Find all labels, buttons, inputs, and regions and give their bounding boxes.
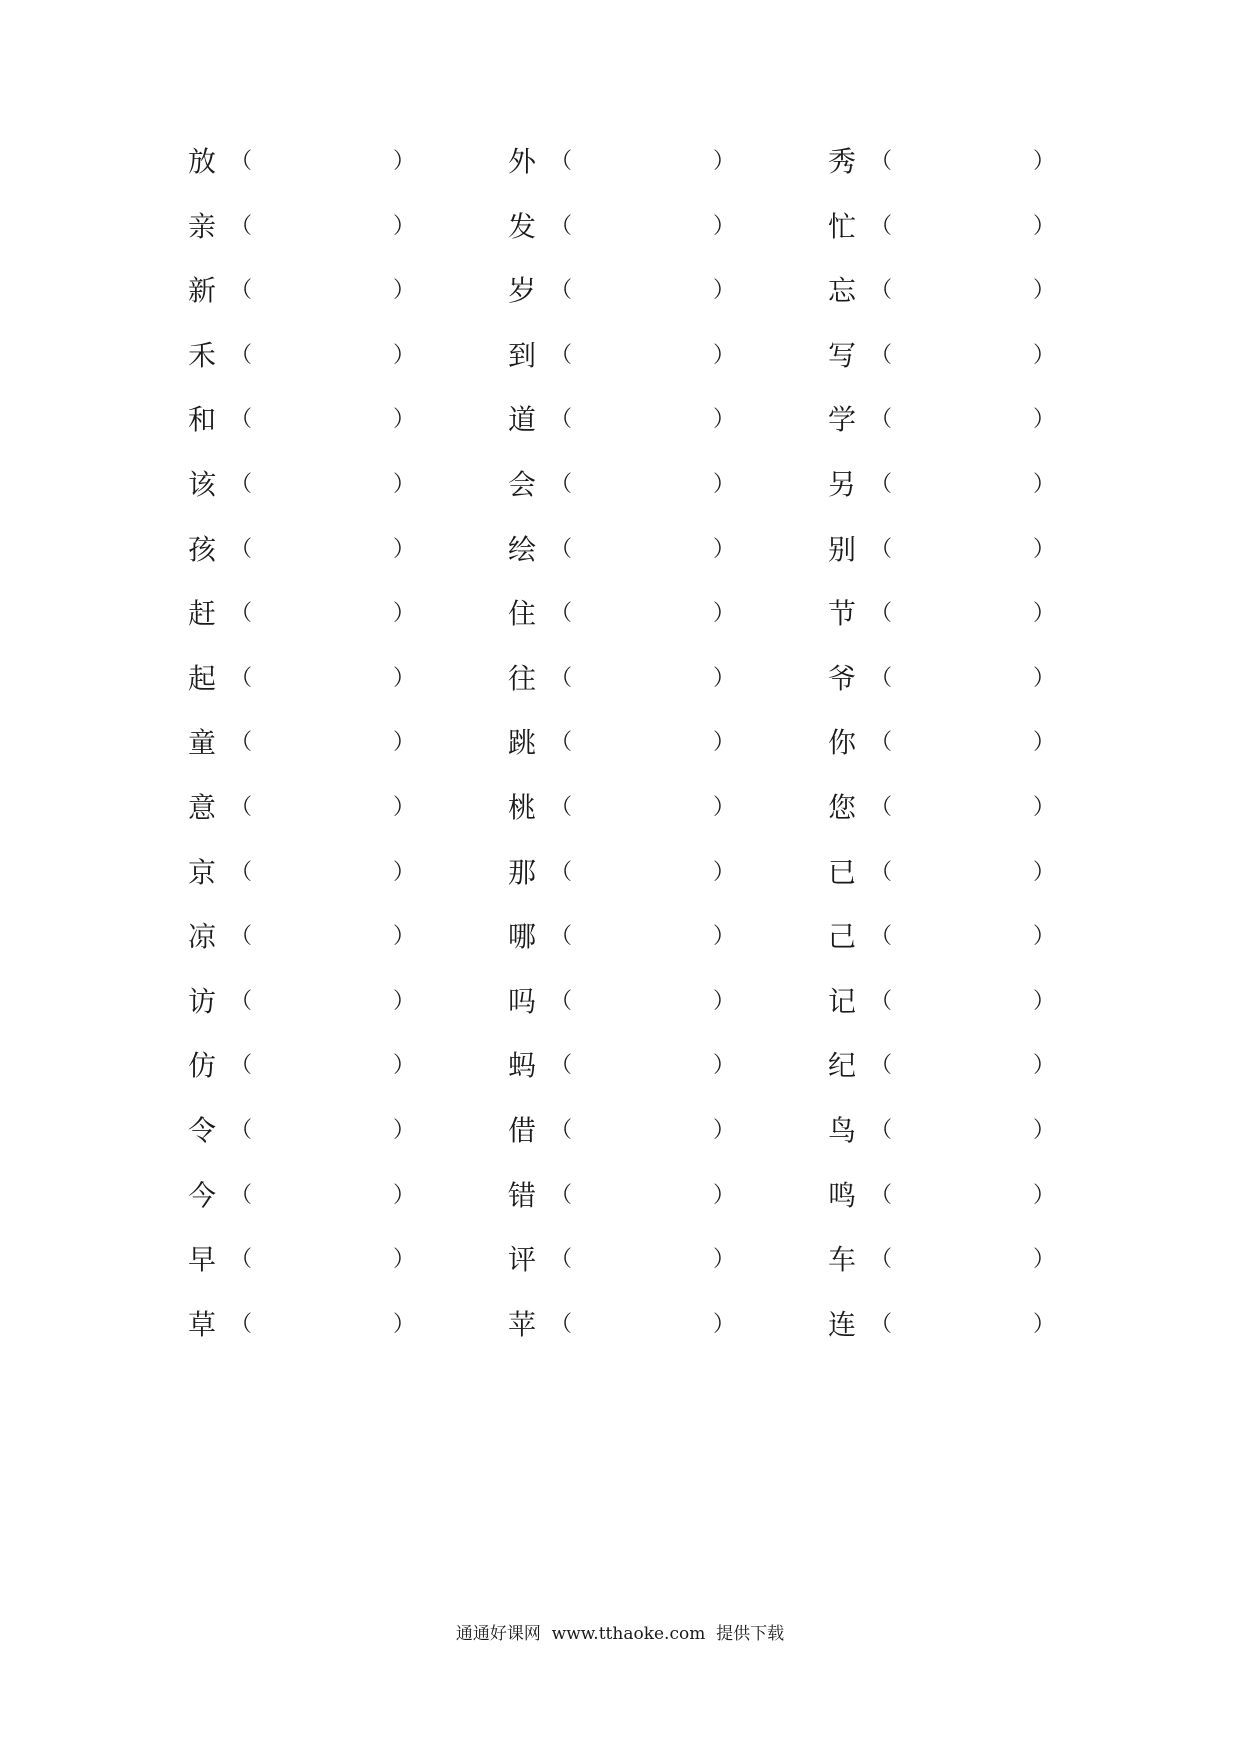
answer-blank[interactable]	[570, 536, 710, 564]
word-entry	[508, 1240, 748, 1280]
word-entry	[508, 465, 748, 505]
word-entry	[188, 853, 428, 893]
close-parenthesis: ）	[393, 536, 416, 562]
close-parenthesis: ）	[1033, 1118, 1056, 1143]
answer-blank[interactable]	[250, 406, 390, 434]
word-entry	[508, 1305, 748, 1345]
entry-character: 评	[508, 1243, 537, 1277]
close-parenthesis: ）	[1033, 924, 1056, 950]
close-parenthesis: ）	[1033, 472, 1056, 497]
answer-blank[interactable]	[890, 213, 1030, 241]
close-parenthesis: ）	[1033, 795, 1056, 820]
word-entry	[188, 659, 428, 699]
open-parenthesis: （	[870, 342, 893, 368]
entry-character: 凉	[188, 920, 217, 954]
word-entry	[828, 594, 1068, 634]
word-entry	[828, 659, 1068, 699]
answer-blank[interactable]	[570, 213, 710, 241]
answer-blank[interactable]	[250, 342, 390, 370]
close-parenthesis: ）	[1033, 988, 1056, 1014]
word-entry	[508, 594, 748, 634]
open-parenthesis: （	[550, 149, 573, 174]
open-parenthesis: （	[550, 213, 573, 239]
entry-character: 秀	[828, 145, 857, 178]
word-entry	[188, 1305, 428, 1345]
entry-character: 道	[508, 403, 537, 437]
word-entry	[828, 1111, 1068, 1151]
answer-blank[interactable]	[890, 471, 1030, 499]
answer-blank[interactable]	[890, 988, 1030, 1016]
entry-character: 苹	[508, 1307, 537, 1341]
open-parenthesis: （	[870, 1247, 893, 1273]
close-parenthesis: ）	[1033, 1247, 1056, 1273]
word-entry	[508, 142, 748, 182]
close-parenthesis: ）	[393, 730, 416, 756]
open-parenthesis: （	[230, 924, 253, 950]
answer-blank[interactable]	[890, 342, 1030, 370]
entry-character: 车	[828, 1243, 857, 1277]
entry-character: 你	[828, 726, 857, 760]
entry-character: 起	[188, 661, 217, 695]
open-parenthesis: （	[230, 1247, 253, 1273]
answer-blank[interactable]	[890, 665, 1030, 693]
close-parenthesis: ）	[1033, 1311, 1056, 1337]
word-entry	[828, 207, 1068, 247]
entry-character: 另	[828, 468, 857, 501]
answer-blank[interactable]	[890, 923, 1030, 951]
word-entry	[508, 659, 748, 699]
word-entry	[188, 1176, 428, 1216]
word-entry	[508, 853, 748, 893]
close-parenthesis: ）	[393, 924, 416, 950]
word-entry	[508, 982, 748, 1022]
answer-blank[interactable]	[890, 859, 1030, 887]
word-entry	[828, 1240, 1068, 1280]
close-parenthesis: ）	[393, 472, 416, 497]
open-parenthesis: （	[550, 1311, 573, 1337]
word-entry	[188, 1240, 428, 1280]
word-entry	[188, 1046, 428, 1086]
footer-credit: 通通好课网 www.tthaoke.com 提供下载	[455, 1624, 785, 1644]
close-parenthesis: ）	[713, 1118, 736, 1143]
word-entry	[828, 1046, 1068, 1086]
close-parenthesis: ）	[393, 988, 416, 1014]
word-entry	[828, 1305, 1068, 1345]
word-entry	[508, 788, 748, 828]
close-parenthesis: ）	[713, 472, 736, 497]
entry-character: 发	[508, 209, 537, 243]
open-parenthesis: （	[550, 601, 573, 627]
entry-character: 别	[828, 532, 857, 566]
entry-character: 禾	[188, 338, 217, 372]
open-parenthesis: （	[870, 1182, 893, 1208]
answer-blank[interactable]	[890, 600, 1030, 628]
close-parenthesis: ）	[1033, 342, 1056, 368]
word-entry	[828, 336, 1068, 376]
close-parenthesis: ）	[1033, 1053, 1056, 1079]
entry-character: 早	[188, 1243, 217, 1277]
entry-character: 写	[828, 338, 857, 372]
entry-character: 那	[508, 855, 537, 889]
answer-blank[interactable]	[570, 1311, 710, 1339]
open-parenthesis: （	[870, 1311, 893, 1337]
word-entry	[508, 207, 748, 247]
answer-blank[interactable]	[570, 923, 710, 951]
word-entry	[828, 271, 1068, 311]
open-parenthesis: （	[230, 859, 253, 885]
close-parenthesis: ）	[1033, 213, 1056, 239]
word-entry	[188, 207, 428, 247]
close-parenthesis: ）	[393, 149, 416, 174]
entry-character: 忙	[828, 209, 857, 243]
open-parenthesis: （	[870, 601, 893, 627]
word-entry	[828, 788, 1068, 828]
open-parenthesis: （	[550, 342, 573, 368]
entry-character: 京	[188, 855, 217, 889]
word-entry	[828, 917, 1068, 957]
answer-blank[interactable]	[250, 665, 390, 693]
close-parenthesis: ）	[1033, 730, 1056, 756]
answer-blank[interactable]	[250, 213, 390, 241]
open-parenthesis: （	[550, 472, 573, 497]
entry-character: 赶	[188, 597, 217, 631]
entry-character: 已	[828, 855, 857, 889]
open-parenthesis: （	[870, 1053, 893, 1079]
open-parenthesis: （	[230, 213, 253, 239]
open-parenthesis: （	[230, 472, 253, 497]
entry-character: 蚂	[508, 1049, 537, 1083]
open-parenthesis: （	[550, 795, 573, 820]
entry-character: 童	[188, 726, 217, 760]
answer-blank[interactable]	[250, 988, 390, 1016]
word-entry	[188, 594, 428, 634]
answer-blank[interactable]	[570, 1052, 710, 1080]
word-entry	[188, 788, 428, 828]
open-parenthesis: （	[230, 149, 253, 174]
entry-character: 和	[188, 403, 217, 437]
word-entry	[188, 1111, 428, 1151]
close-parenthesis: ）	[713, 665, 736, 691]
word-entry	[188, 723, 428, 763]
open-parenthesis: （	[550, 924, 573, 950]
open-parenthesis: （	[230, 342, 253, 368]
answer-blank[interactable]	[250, 1052, 390, 1080]
entry-character: 到	[508, 338, 537, 372]
close-parenthesis: ）	[393, 601, 416, 627]
answer-blank[interactable]	[570, 1182, 710, 1210]
open-parenthesis: （	[870, 988, 893, 1014]
open-parenthesis: （	[230, 536, 253, 562]
answer-blank[interactable]	[570, 1246, 710, 1274]
answer-blank[interactable]	[250, 536, 390, 564]
answer-blank[interactable]	[570, 665, 710, 693]
entry-character: 令	[188, 1114, 217, 1147]
entry-character: 放	[188, 145, 217, 178]
open-parenthesis: （	[550, 859, 573, 885]
entry-character: 孩	[188, 532, 217, 566]
entry-character: 该	[188, 468, 217, 501]
word-entry	[188, 465, 428, 505]
word-entry	[508, 271, 748, 311]
entry-character: 忘	[828, 274, 857, 308]
answer-blank[interactable]	[890, 148, 1030, 176]
open-parenthesis: （	[550, 1053, 573, 1079]
close-parenthesis: ）	[713, 924, 736, 950]
close-parenthesis: ）	[713, 795, 736, 820]
close-parenthesis: ）	[713, 342, 736, 368]
entry-character: 访	[188, 984, 217, 1018]
answer-blank[interactable]	[570, 729, 710, 757]
word-entry	[508, 400, 748, 440]
answer-blank[interactable]	[570, 794, 710, 822]
close-parenthesis: ）	[1033, 536, 1056, 562]
answer-blank[interactable]	[250, 923, 390, 951]
answer-blank[interactable]	[570, 277, 710, 305]
close-parenthesis: ）	[713, 213, 736, 239]
close-parenthesis: ）	[713, 859, 736, 885]
close-parenthesis: ）	[1033, 665, 1056, 691]
open-parenthesis: （	[550, 1247, 573, 1273]
entry-character: 错	[508, 1178, 537, 1212]
close-parenthesis: ）	[393, 1311, 416, 1337]
open-parenthesis: （	[550, 988, 573, 1014]
close-parenthesis: ）	[393, 665, 416, 691]
open-parenthesis: （	[870, 149, 893, 174]
close-parenthesis: ）	[713, 536, 736, 562]
word-entry	[508, 1176, 748, 1216]
answer-blank[interactable]	[890, 1052, 1030, 1080]
entry-character: 爷	[828, 661, 857, 695]
open-parenthesis: （	[870, 795, 893, 820]
entry-character: 节	[828, 597, 857, 631]
word-entry	[188, 982, 428, 1022]
close-parenthesis: ）	[393, 859, 416, 885]
open-parenthesis: （	[230, 601, 253, 627]
entry-character: 借	[508, 1114, 537, 1147]
open-parenthesis: （	[870, 1118, 893, 1143]
open-parenthesis: （	[230, 1182, 253, 1208]
entry-character: 新	[188, 274, 217, 308]
close-parenthesis: ）	[393, 342, 416, 368]
answer-blank[interactable]	[890, 1246, 1030, 1274]
close-parenthesis: ）	[713, 1247, 736, 1273]
answer-blank[interactable]	[570, 859, 710, 887]
entry-character: 今	[188, 1178, 217, 1212]
answer-blank[interactable]	[250, 1311, 390, 1339]
word-entry	[508, 1111, 748, 1151]
open-parenthesis: （	[870, 924, 893, 950]
answer-blank[interactable]	[250, 1117, 390, 1145]
word-entry	[188, 271, 428, 311]
close-parenthesis: ）	[1033, 407, 1056, 433]
word-entry	[828, 982, 1068, 1022]
open-parenthesis: （	[230, 1118, 253, 1143]
entry-character: 纪	[828, 1049, 857, 1083]
entry-character: 记	[828, 984, 857, 1018]
word-entry	[188, 336, 428, 376]
entry-character: 您	[828, 791, 857, 824]
close-parenthesis: ）	[713, 149, 736, 174]
close-parenthesis: ）	[1033, 1182, 1056, 1208]
entry-character: 住	[508, 597, 537, 631]
close-parenthesis: ）	[713, 601, 736, 627]
answer-blank[interactable]	[890, 1117, 1030, 1145]
answer-blank[interactable]	[570, 148, 710, 176]
close-parenthesis: ）	[393, 1247, 416, 1273]
close-parenthesis: ）	[393, 278, 416, 304]
word-entry	[508, 336, 748, 376]
answer-blank[interactable]	[570, 342, 710, 370]
open-parenthesis: （	[870, 859, 893, 885]
answer-blank[interactable]	[570, 471, 710, 499]
open-parenthesis: （	[230, 665, 253, 691]
answer-blank[interactable]	[250, 1182, 390, 1210]
close-parenthesis: ）	[1033, 278, 1056, 304]
answer-blank[interactable]	[250, 277, 390, 305]
answer-blank[interactable]	[890, 1311, 1030, 1339]
close-parenthesis: ）	[713, 1053, 736, 1079]
answer-blank[interactable]	[890, 1182, 1030, 1210]
entry-character: 绘	[508, 532, 537, 566]
open-parenthesis: （	[550, 1182, 573, 1208]
open-parenthesis: （	[550, 1118, 573, 1143]
answer-blank[interactable]	[570, 1117, 710, 1145]
entry-character: 哪	[508, 920, 537, 954]
open-parenthesis: （	[870, 278, 893, 304]
word-entry	[828, 142, 1068, 182]
open-parenthesis: （	[230, 795, 253, 820]
entry-character: 仿	[188, 1049, 217, 1083]
answer-blank[interactable]	[890, 794, 1030, 822]
word-entry	[508, 530, 748, 570]
word-entry	[828, 530, 1068, 570]
close-parenthesis: ）	[393, 1182, 416, 1208]
word-entry	[508, 1046, 748, 1086]
open-parenthesis: （	[870, 472, 893, 497]
open-parenthesis: （	[230, 278, 253, 304]
close-parenthesis: ）	[393, 795, 416, 820]
word-entry	[828, 465, 1068, 505]
open-parenthesis: （	[870, 213, 893, 239]
entry-character: 己	[828, 920, 857, 954]
close-parenthesis: ）	[393, 1118, 416, 1143]
word-entry	[828, 723, 1068, 763]
open-parenthesis: （	[870, 536, 893, 562]
answer-blank[interactable]	[570, 406, 710, 434]
open-parenthesis: （	[230, 730, 253, 756]
open-parenthesis: （	[550, 536, 573, 562]
entry-character: 桃	[508, 791, 537, 824]
close-parenthesis: ）	[713, 730, 736, 756]
close-parenthesis: ）	[393, 1053, 416, 1079]
word-entry	[828, 400, 1068, 440]
entry-character: 鸟	[828, 1114, 857, 1147]
open-parenthesis: （	[870, 665, 893, 691]
entry-character: 意	[188, 791, 217, 824]
entry-character: 草	[188, 1307, 217, 1341]
answer-blank[interactable]	[890, 277, 1030, 305]
open-parenthesis: （	[550, 730, 573, 756]
word-entry	[828, 853, 1068, 893]
word-entry	[508, 723, 748, 763]
entry-character: 连	[828, 1307, 857, 1341]
open-parenthesis: （	[870, 730, 893, 756]
word-entry	[188, 400, 428, 440]
answer-blank[interactable]	[250, 794, 390, 822]
answer-blank[interactable]	[570, 988, 710, 1016]
entry-character: 外	[508, 145, 537, 178]
word-entry	[188, 142, 428, 182]
open-parenthesis: （	[550, 407, 573, 433]
entry-character: 鸣	[828, 1178, 857, 1212]
close-parenthesis: ）	[713, 278, 736, 304]
close-parenthesis: ）	[713, 1311, 736, 1337]
entry-character: 亲	[188, 209, 217, 243]
open-parenthesis: （	[230, 1053, 253, 1079]
entry-character: 跳	[508, 726, 537, 760]
answer-blank[interactable]	[250, 729, 390, 757]
answer-blank[interactable]	[250, 859, 390, 887]
word-entry	[508, 917, 748, 957]
answer-blank[interactable]	[250, 471, 390, 499]
answer-blank[interactable]	[250, 148, 390, 176]
entry-character: 岁	[508, 274, 537, 308]
entry-character: 吗	[508, 984, 537, 1018]
open-parenthesis: （	[230, 1311, 253, 1337]
close-parenthesis: ）	[713, 1182, 736, 1208]
close-parenthesis: ）	[713, 988, 736, 1014]
word-entry	[828, 1176, 1068, 1216]
entry-character: 往	[508, 661, 537, 695]
open-parenthesis: （	[550, 665, 573, 691]
close-parenthesis: ）	[713, 407, 736, 433]
open-parenthesis: （	[230, 407, 253, 433]
answer-blank[interactable]	[890, 406, 1030, 434]
entry-character: 学	[828, 403, 857, 437]
word-entry	[188, 917, 428, 957]
word-entry	[188, 530, 428, 570]
answer-blank[interactable]	[250, 600, 390, 628]
close-parenthesis: ）	[393, 407, 416, 433]
entry-character: 会	[508, 468, 537, 501]
close-parenthesis: ）	[1033, 149, 1056, 174]
close-parenthesis: ）	[393, 213, 416, 239]
close-parenthesis: ）	[1033, 601, 1056, 627]
answer-blank[interactable]	[890, 536, 1030, 564]
open-parenthesis: （	[230, 988, 253, 1014]
answer-blank[interactable]	[570, 600, 710, 628]
open-parenthesis: （	[550, 278, 573, 304]
answer-blank[interactable]	[890, 729, 1030, 757]
close-parenthesis: ）	[1033, 859, 1056, 885]
open-parenthesis: （	[870, 407, 893, 433]
answer-blank[interactable]	[250, 1246, 390, 1274]
